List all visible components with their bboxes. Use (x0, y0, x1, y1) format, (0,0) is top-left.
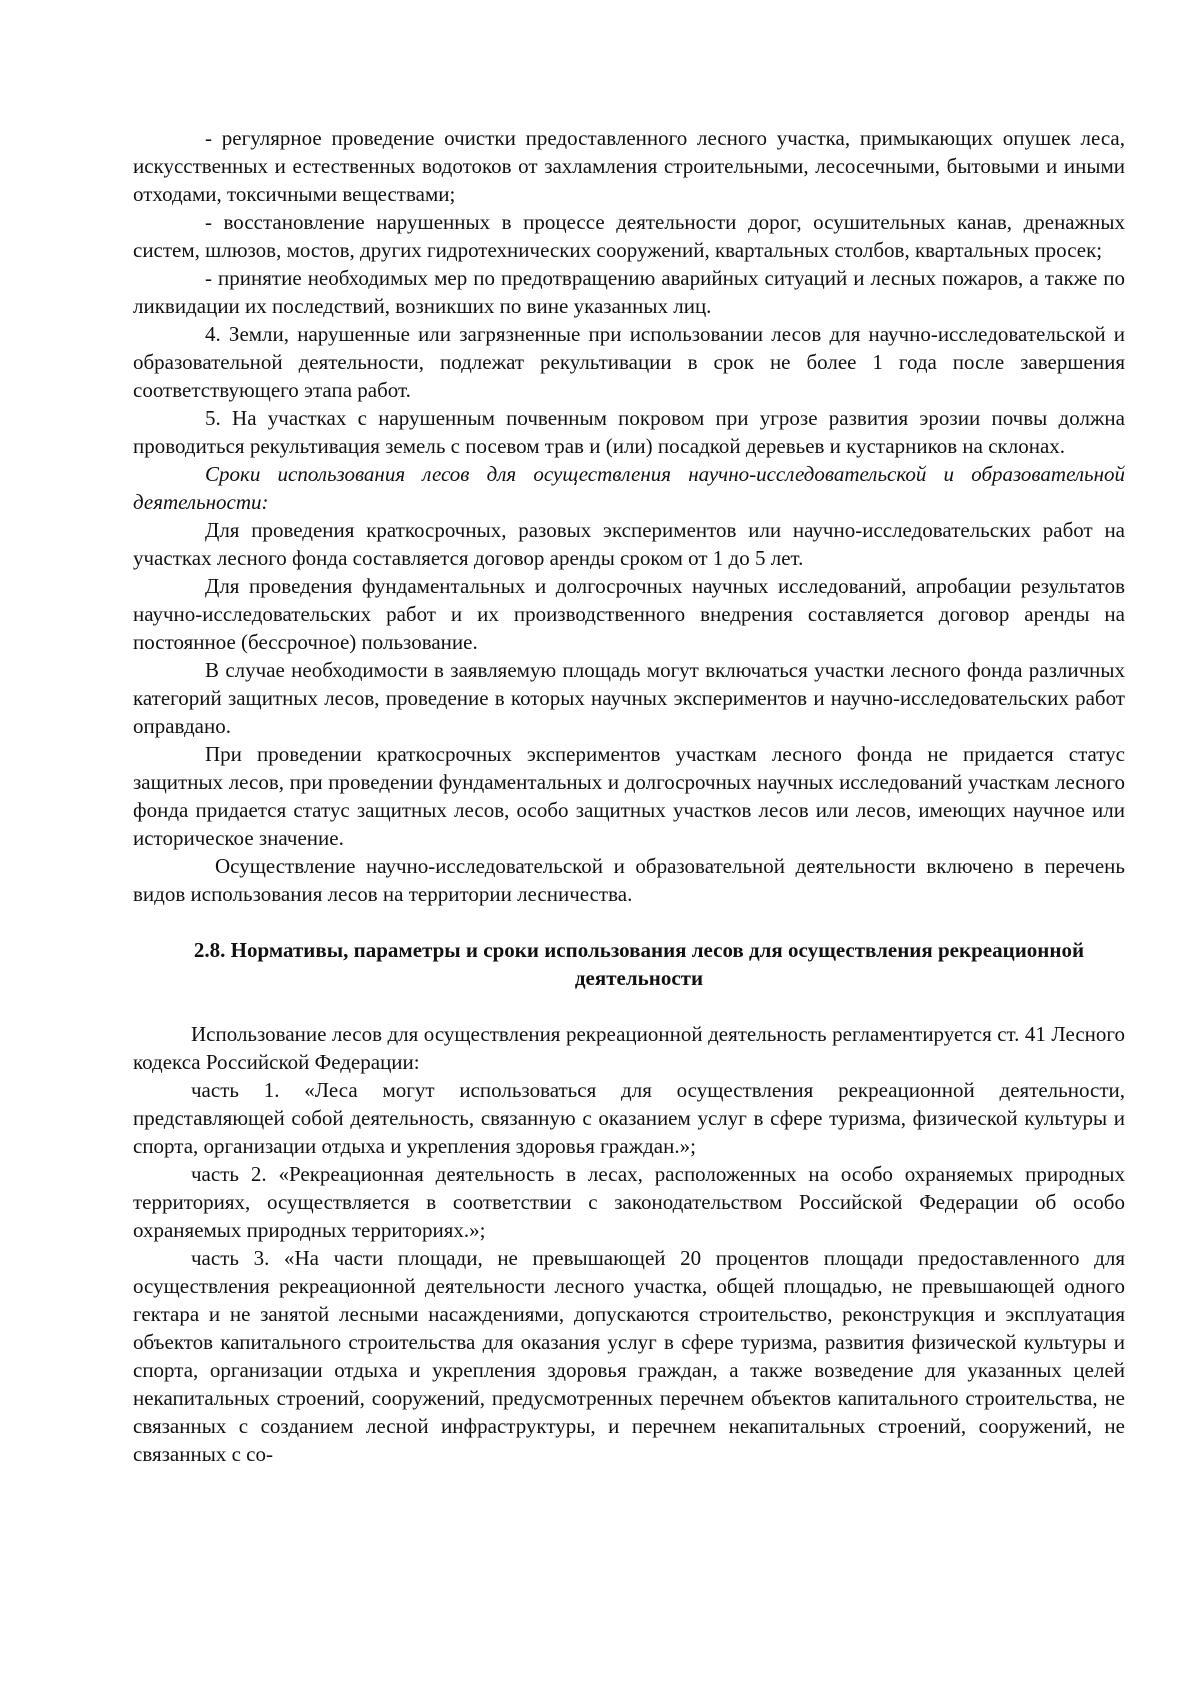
paragraph-regulation: Использование лесов для осуществления рекреационной деятельность регламентируется ст. 41 Лесного кодекса Российской Федерации: (133, 1022, 1125, 1074)
subheading-terms: Сроки использования лесов для осуществления научно-исследовательской и образовательной деятельности: (133, 462, 1125, 514)
paragraph-item-5: 5. На участках с нарушенным почвенным покровом при угрозе развития эрозии почвы должна проводиться рекультивация земель с посевом трав и (или) посадкой деревьев и кустарников на склонах. (133, 406, 1125, 458)
paragraph-long-term: Для проведения фундаментальных и долгосрочных научных исследований, апробации результатов научно-исследовательских работ и их производственного внедрения составляется договор аренды на постоянное (бессрочное) пользование. (133, 574, 1125, 654)
paragraph-included: Осуществление научно-исследовательской и образовательной деятельности включено в перечень видов использования лесов на территории лесничества. (133, 854, 1125, 906)
paragraph-categories: В случае необходимости в заявляемую площадь могут включаться участки лесного фонда различных категорий защитных лесов, проведение в которых научных экспериментов и научно-исследовательских работ оправдано. (133, 658, 1125, 738)
paragraph-part-1: часть 1. «Леса могут использоваться для осуществления рекреационной деятельности, представляющей собой деятельность, связанную с оказанием услуг в сфере туризма, физической культуры и спорта, организации отдыха и укрепления здоровья граждан.»; (133, 1078, 1125, 1158)
document-page (133, 124, 1125, 1468)
list-item-fire-prevention: - принятие необходимых мер по предотвращению аварийных ситуаций и лесных пожаров, а также по ликвидации их последствий, возникших по вине указанных лиц. (133, 266, 1125, 318)
paragraph-short-term: Для проведения краткосрочных, разовых экспериментов или научно-исследовательских работ на участках лесного фонда составляется договор аренды сроком от 1 до 5 лет. (133, 518, 1125, 570)
paragraph-status: При проведении краткосрочных экспериментов участкам лесного фонда не придается статус защитных лесов, при проведении фундаментальных и долгосрочных научных исследований участкам лесного фонда придается статус защитных лесов, особо защитных участков лесов или лесов, имеющих научное или историческое значение. (133, 742, 1125, 850)
section-title: 2.8. Нормативы, параметры и сроки использования лесов для осуществления рекреационной деятельности (193, 938, 1085, 990)
list-item-restoration: - восстановление нарушенных в процессе деятельности дорог, осушительных канав, дренажных систем, шлюзов, мостов, других гидротехнических сооружений, квартальных столбов, квартальных просек; (133, 210, 1125, 262)
paragraph-part-3: часть 3. «На части площади, не превышающей 20 процентов площади предоставленного для осуществления рекреационной деятельности лесного участка, общей площадью, не превышающей одного гектара и не занятой лесными насаждениями, допускаются строительство, реконструкция и эксплуатация объектов капитального строительства для оказания услуг в сфере туризма, развития физической культуры и спорта, организации отдыха и укрепления здоровья граждан, а также возведение для указанных целей некапитальных строений, сооружений, предусмотренных перечнем объектов капитального строительства, не связанных с созданием лесной инфраструктуры, и перечнем некапитальных строений, сооружений, не связанных с со- (133, 1246, 1125, 1466)
list-item-cleanup: - регулярное проведение очистки предоставленного лесного участка, примыкающих опушек леса, искусственных и естественных водотоков от захламления строительными, лесосечными, бытовыми и иными отходами, токсичными веществами; (133, 126, 1125, 206)
paragraph-item-4: 4. Земли, нарушенные или загрязненные при использовании лесов для научно-исследовательской и образовательной деятельности, подлежат рекультивации в срок не более 1 года после завершения соответствующего этапа работ. (133, 322, 1125, 402)
paragraph-part-2: часть 2. «Рекреационная деятельность в лесах, расположенных на особо охраняемых природных территориях, осуществляется в соответствии с законодательством Российской Федерации об особо охраняемых природных территориях.»; (133, 1162, 1125, 1242)
